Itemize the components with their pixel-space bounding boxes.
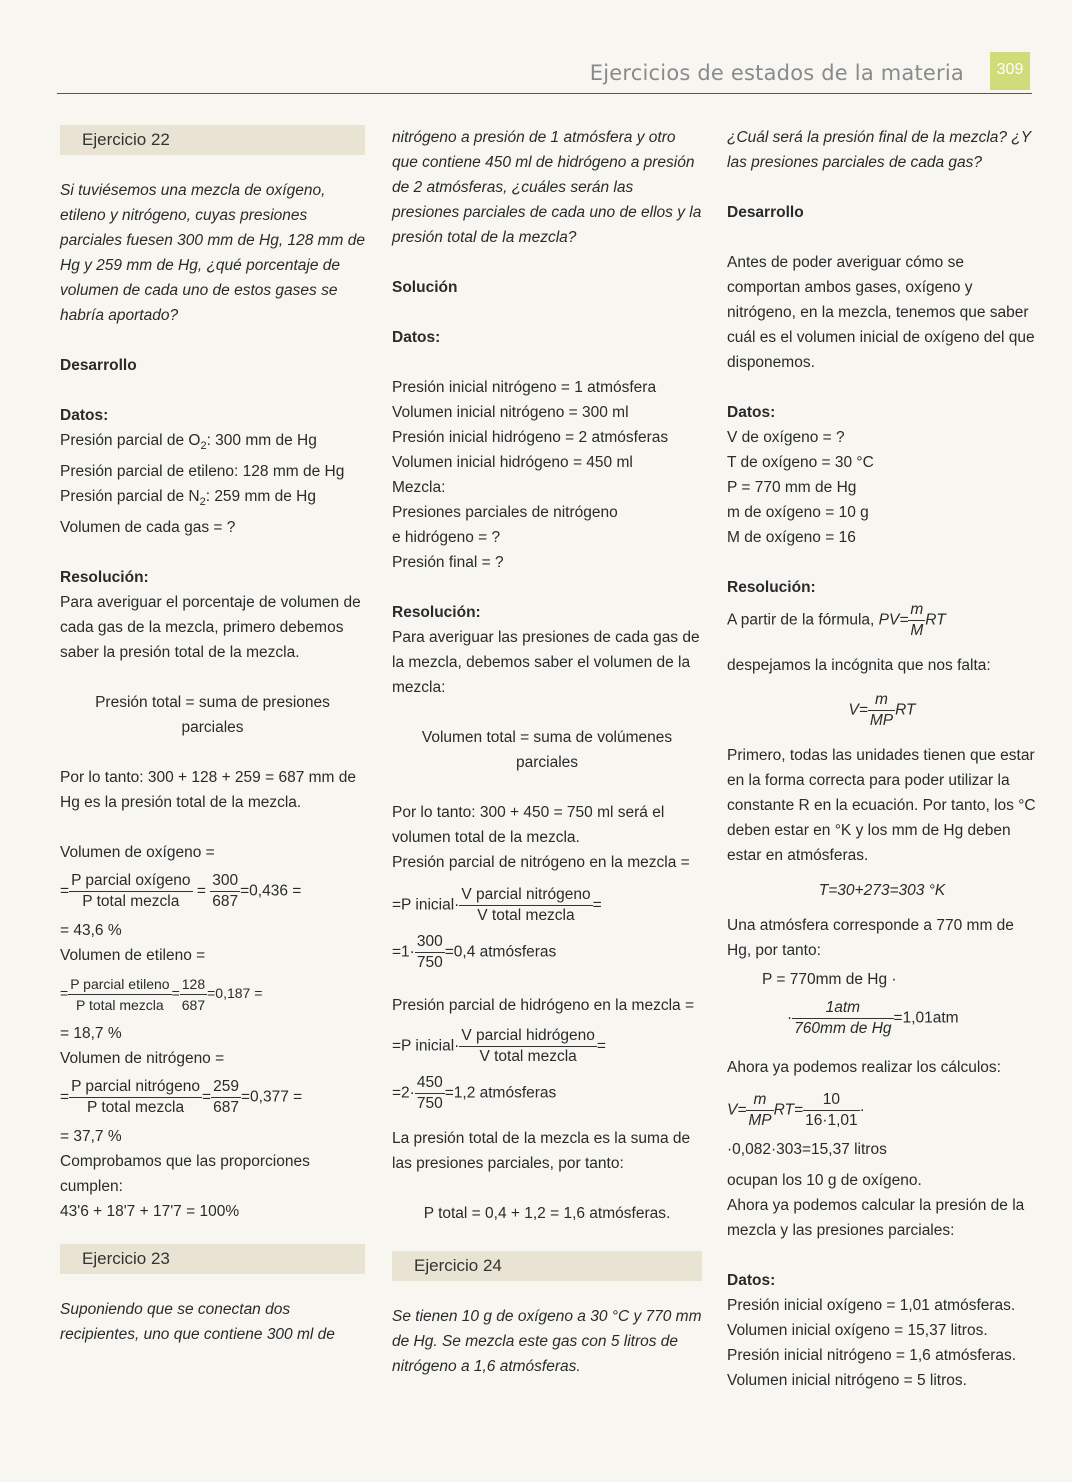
dato-final-3: Presión inicial nitrógeno = 1,6 atmósferas.: [727, 1347, 1017, 1364]
solucion-heading: Solución: [392, 279, 458, 296]
dato-final-1: Presión inicial oxígeno = 1,01 atmósferas.: [727, 1297, 1016, 1314]
resolucion-heading: Resolución:: [392, 604, 481, 621]
dato-8: Presión final = ?: [392, 554, 504, 571]
resolucion-heading: Resolución:: [60, 569, 149, 587]
formula-volumen-calc: V= $\frac{m}{MP}$ RT= $\frac{10}{16\cdot 1,01}$ ·: [727, 1091, 865, 1129]
formula-temperatura: T=30+273=303 °K: [818, 882, 946, 899]
porcentaje-nitrogeno: = 37,7 %: [60, 1128, 122, 1146]
desarrollo-heading: Desarrollo: [60, 357, 137, 374]
presion-parcial-hidrogeno-label: Presión parcial de hidrógeno en la mezcla =: [392, 997, 695, 1014]
primero-text: Primero, todas las unidades tienen que estar en la forma correcta para poder utilizar la constante R en la ecuación. Por tanto, los °C deben estar en °K y los mm de Hg deben estar en atmósferas.: [727, 747, 1036, 864]
formula-presion-line2: · $\frac{\text{1atm}}{\text{760mm de Hg}}$ =1,01atm: [787, 999, 959, 1037]
volumen-oxigeno-label: Volumen de oxígeno =: [60, 844, 215, 862]
dato-volumen: Volumen de cada gas = ?: [60, 519, 236, 537]
dato-oxigeno: Presión parcial de $O_2$: 300 mm de Hg: [60, 432, 317, 453]
dato-6: Presiones parciales de nitrógeno: [392, 504, 618, 521]
dato-7: e hidrógeno = ?: [392, 529, 501, 546]
presion-total-result: P total = 0,4 + 1,2 = 1,6 atmósferas.: [423, 1205, 671, 1222]
volumen-etileno-label: Volumen de etileno =: [60, 947, 206, 965]
column-left: [60, 125, 365, 1347]
dato-5: Mezcla:: [392, 479, 446, 496]
exercise-22-heading: Ejercicio 22: [60, 125, 365, 155]
volumen-nitrogeno-label: Volumen de nitrógeno =: [60, 1050, 225, 1068]
dato-4: m de oxígeno = 10 g: [727, 504, 869, 521]
presion-parcial-nitrogeno-label: Presión parcial de nitrógeno en la mezcla =: [392, 854, 690, 871]
formula-hidrogeno-valores: =2· $\frac{450}{750}$ =1,2 atmósferas: [392, 1074, 557, 1112]
resolucion-heading: Resolución:: [727, 579, 816, 596]
dato-3: P = 770 mm de Hg: [727, 479, 857, 496]
resolucion-text: Para averiguar el porcentaje de volumen de cada gas de la mezcla, primero debemos saber la presión total de la mezcla.: [60, 594, 361, 662]
dato-1: V de oxígeno = ?: [727, 429, 845, 446]
formula-pv-line: A partir de la fórmula, PV= $\frac{m}{M}$ RT: [727, 601, 946, 639]
running-header: Ejercicios de estados de la materia: [589, 61, 964, 85]
dato-2: Volumen inicial nitrógeno = 300 ml: [392, 404, 629, 421]
formula-oxigeno: = $\frac{\text{P parcial oxígeno}}{\text{P total mezcla}}$ = $\frac{300}{687}$ =0,436 =: [60, 872, 302, 911]
datos-heading: Datos:: [392, 329, 441, 346]
comprobamos-text: Comprobamos que las proporciones cumplen:: [60, 1153, 310, 1196]
dato-1: Presión inicial nitrógeno = 1 atmósfera: [392, 379, 657, 396]
formula-v: V= $\frac{m}{MP}$ RT: [848, 691, 916, 729]
ocupan-text: ocupan los 10 g de oxígeno.: [727, 1172, 922, 1189]
exercise-23-heading: Ejercicio 23: [60, 1244, 365, 1274]
header-rule: [57, 93, 1032, 94]
formula-nitrogeno: = $\frac{\text{P parcial nitrógeno}}{\text{P total mezcla}}$ = $\frac{259}{687}$ =0,377 =: [60, 1078, 303, 1117]
ahora-calculos-text: Ahora ya podemos realizar los cálculos:: [727, 1059, 1001, 1076]
por-lo-tanto-text: Por lo tanto: 300 + 128 + 259 = 687 mm de Hg es la presión total de la mezcla.: [60, 769, 356, 812]
exercise-24-heading: Ejercicio 24: [392, 1251, 702, 1281]
dato-final-2: Volumen inicial oxígeno = 15,37 litros.: [727, 1322, 988, 1339]
page-number: 309: [990, 52, 1030, 90]
dato-3: Presión inicial hidrógeno = 2 atmósferas: [392, 429, 669, 446]
exercise-24-statement: Se tienen 10 g de oxígeno a 30 °C y 770 mm de Hg. Se mezcla este gas con 5 litros de nitrógeno a 1,6 atmósferas.: [392, 1308, 702, 1375]
exercise-24-statement-cont: ¿Cuál será la presión final de la mezcla? ¿Y las presiones parciales de cada gas?: [727, 129, 1031, 171]
dato-5: M de oxígeno = 16: [727, 529, 856, 546]
por-lo-tanto-text: Por lo tanto: 300 + 450 = 750 ml será el volumen total de la mezcla.: [392, 804, 665, 846]
formula-nitrogeno-valores: =1· $\frac{300}{750}$ =0,4 atmósferas: [392, 933, 557, 971]
dato-final-4: Volumen inicial nitrógeno = 5 litros.: [727, 1372, 967, 1389]
exercise-23-statement-start: Suponiendo que se conectan dos recipientes, uno que contiene 300 ml de: [60, 1301, 335, 1344]
formula-etileno: = $\frac{\text{P parcial etileno}}{\text{P total mezcla}}$ = $\frac{128}{687}$ =0,187 =: [60, 976, 263, 1014]
una-atmosfera-text: Una atmósfera corresponde a 770 mm de Hg, por tanto:: [727, 917, 1014, 959]
formula-hidrogeno-general: =P inicial· $\frac{\text{V parcial hidrógeno}}{\text{V total mezcla}}$ =: [392, 1027, 606, 1065]
exercise-22-statement: Si tuviésemos una mezcla de oxígeno, etileno y nitrógeno, cuyas presiones parciales fuesen 300 mm de Hg, 128 mm de Hg y 259 mm de Hg, ¿qué porcentaje de volumen de cada uno de estos gases se habría aportado?: [60, 182, 365, 324]
formula-presion-line1: P = 770mm de Hg ·: [762, 971, 897, 988]
formula-volumen-total: Volumen total = suma de volúmenes parciales: [421, 729, 673, 771]
dato-2: T de oxígeno = 30 °C: [727, 454, 874, 471]
desarrollo-heading: Desarrollo: [727, 204, 804, 221]
datos-heading-2: Datos:: [727, 1272, 776, 1289]
despejamos-text: despejamos la incógnita que nos falta:: [727, 657, 991, 674]
ahora-presion-text: Ahora ya podemos calcular la presión de la mezcla y las presiones parciales:: [727, 1197, 1025, 1239]
formula-volumen-result: ·0,082·303=15,37 litros: [727, 1141, 887, 1158]
formula-presion-total: Presión total = suma de presiones parciales: [95, 694, 330, 737]
intro-text: Antes de poder averiguar cómo se comportan ambos gases, oxígeno y nitrógeno, en la mezcla, tenemos que saber cuál es el volumen inicial de oxígeno del que disponemos.: [727, 254, 1035, 371]
suma-text: 43'6 + 18'7 + 17'7 = 100%: [60, 1203, 240, 1221]
column-right: [727, 125, 1037, 1393]
resolucion-text: Para averiguar las presiones de cada gas de la mezcla, debemos saber el volumen de la mezcla:: [392, 629, 700, 696]
dato-4: Volumen inicial hidrógeno = 450 ml: [392, 454, 633, 471]
datos-heading: Datos:: [727, 404, 776, 421]
formula-nitrogeno-general: =P inicial· $\frac{\text{V parcial nitrógeno}}{\text{V total mezcla}}$ =: [392, 886, 602, 924]
exercise-23-statement-cont: nitrógeno a presión de 1 atmósfera y otro que contiene 450 ml de hidrógeno a presión de 2 atmósferas, ¿cuáles serán las presiones parciales de cada uno de ellos y la presión total de la mezcla?: [392, 129, 702, 246]
porcentaje-oxigeno: = 43,6 %: [60, 922, 122, 940]
column-middle: [392, 125, 702, 1379]
presion-total-text: La presión total de la mezcla es la suma de las presiones parciales, por tanto:: [392, 1130, 691, 1172]
datos-heading: Datos:: [60, 407, 109, 424]
porcentaje-etileno: = 18,7 %: [60, 1025, 122, 1043]
dato-nitrogeno: Presión parcial de $N_2$: 259 mm de Hg: [60, 488, 316, 509]
dato-etileno: Presión parcial de etileno: 128 mm de Hg: [60, 463, 345, 481]
